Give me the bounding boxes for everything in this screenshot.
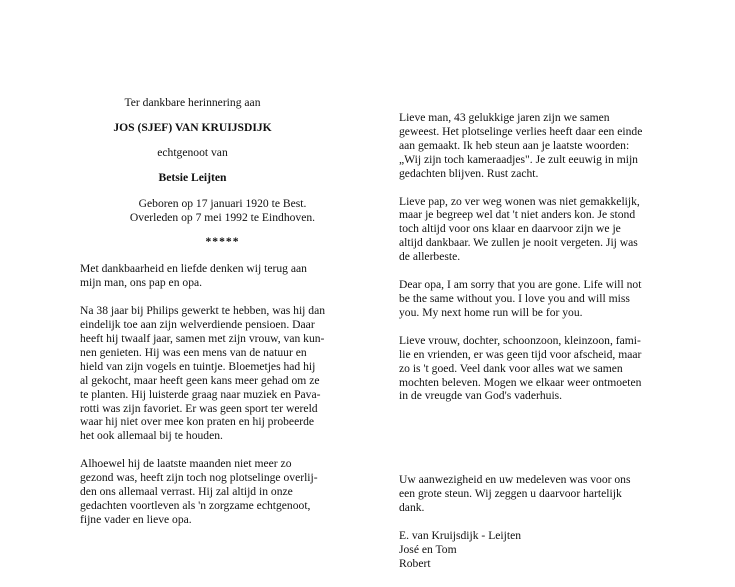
text-line: aan gemaakt. Ik heb steun aan je laatste woorden: [399,138,630,152]
text-line: waar hij niet over mee kon praten en hij probeerde [80,415,315,429]
right-paragraph-2 [399,195,684,265]
text-line: Lieve vrouw, dochter, schoonzoon, kleinzoon, fami- [399,333,641,347]
text-line: lie en vrienden, er was geen tijd voor afscheid, maar [399,347,642,361]
text-line: in de vreugde van God's vaderhuis. [399,389,563,403]
signature-block [399,529,684,571]
text-line: Lieve man, 43 gelukkige jaren zijn we samen [399,111,610,124]
text-line: eindelijk toe aan zijn welverdiende pensioen. Daar [80,318,315,332]
text-line: gedachten voortleven als 'n zorgzame echtgenoot, [80,498,311,512]
text-line: dank. [399,501,425,515]
text-line: toch altijd voor ons klaar en daarvoor zijn we je [399,222,621,236]
left-paragraph-2 [80,304,365,443]
text-line: geweest. Het plotselinge verlies heeft daar een einde [399,124,643,138]
left-paragraph-3 [80,457,365,527]
text-line: Dear opa, I am sorry that you are gone. Life will not [399,278,642,292]
right-paragraph-5 [399,473,684,515]
signature-line: E. van Kruijsdijk - Leijten [399,529,522,543]
text-line: „Wij zijn toch kameraadjes". Je zult eeuwig in mijn [399,152,638,166]
text-line: Alhoewel hij de laatste maanden niet meer zo [80,457,292,471]
text-line: fijne vader en lieve opa. [80,512,192,526]
text-line: gezond was, heeft zijn toch nog plotselinge overlij- [80,471,318,485]
birth-line: Geboren op 17 januari 1920 te Best. [138,196,307,210]
right-paragraph-4 [399,334,684,404]
text-line: nen genieten. Hij was een mens van de natuur en [80,345,307,359]
signature-line: Robert [399,556,431,570]
spouse-name: Betsie Leijten [158,170,227,184]
death-line: Overleden op 7 mei 1992 te Eindhoven. [129,210,316,224]
text-line: altijd dankbaar. We zullen je nooit vergeten. Jij was [399,236,638,250]
left-paragraph-1 [80,262,365,290]
text-line: het ook allemaal bij te houden. [80,429,223,443]
deceased-name: JOS (SJEF) VAN KRUIJSDIJK [113,120,272,134]
text-line: de allerbeste. [399,250,461,264]
text-line: Met dankbaarheid en liefde denken wij terug aan [80,262,307,276]
text-line: gedachten blijven. Rust zacht. [399,166,539,180]
text-line: te planten. Hij luisterde graag naar muziek en Pava- [80,387,321,401]
text-line: Na 38 jaar bij Philips gewerkt te hebben, was hij dan [80,304,326,318]
intro-line: Ter dankbare herinnering aan [124,96,261,109]
text-line: maar je begreep wel dat 't niet anders kon. Je stond [399,208,636,222]
text-line: mijn man, ons pap en opa. [80,276,203,290]
right-paragraph-1 [399,111,684,181]
text-line: zo is 't goed. Veel dank voor alles wat we samen [399,361,623,375]
right-paragraph-3 [399,278,684,320]
text-line: you. My next home run will be for you. [399,305,583,319]
text-line: be the same without you. I love you and will miss [399,291,630,305]
spouse-label: echtgenoot van [157,145,228,159]
text-line: al gekocht, maar heeft geen kans meer gehad om ze [80,373,320,387]
right-panel [399,111,684,571]
signature-line: José en Tom [399,542,457,556]
left-panel [80,96,365,527]
text-line: een grote steun. Wij zeggen u daarvoor hartelijk [399,487,622,501]
text-line: mochten beleven. Mogen we elkaar weer ontmoeten [399,375,642,389]
text-line: rotti was zijn favoriet. Er was geen sport ter wereld [80,401,318,415]
divider-stars: ***** [205,235,240,249]
text-line: Lieve pap, zo ver weg wonen was niet gemakkelijk, [399,194,640,208]
text-line: heeft hij twaalf jaar, samen met zijn vrouw, van kun- [80,331,325,345]
text-line: hield van zijn vogels en tuintje. Bloemetjes had hij [80,359,316,373]
text-line: Uw aanwezigheid en uw medeleven was voor ons [399,473,631,487]
text-line: den ons allemaal verrast. Hij zal altijd in onze [80,485,293,499]
